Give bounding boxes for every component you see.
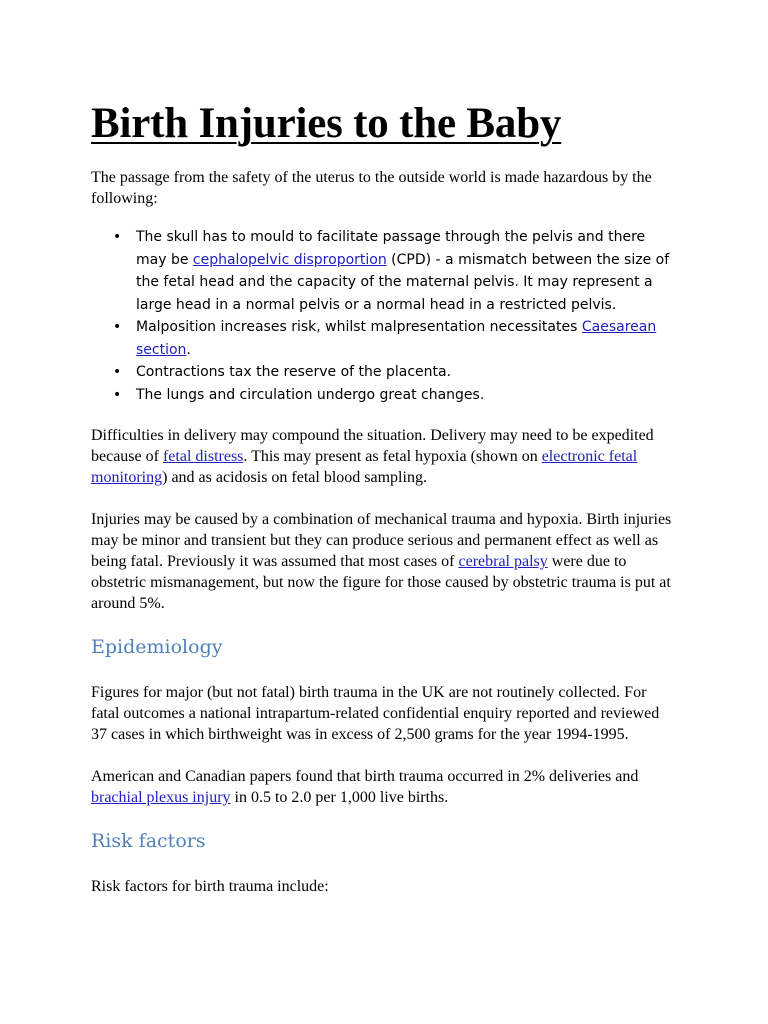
delivery-paragraph — [91, 425, 676, 488]
list-item-text: . — [186, 341, 191, 358]
list-item — [91, 226, 676, 316]
page-title: Birth Injuries to the Baby — [91, 100, 562, 147]
bullet-icon: • — [113, 229, 122, 245]
studies-paragraph — [91, 766, 676, 808]
paragraph-text: Difficulties in delivery may compound the situation. Delivery may need to be expedited because of — [91, 427, 654, 465]
bullet-icon: • — [113, 386, 122, 403]
paragraph-text: ) and as acidosis on fetal blood sampling. — [162, 469, 427, 486]
electronic-fetal-monitoring-link[interactable]: electronic fetal monitoring — [91, 448, 638, 486]
epidemiology-paragraph: Figures for major (but not fatal) birth trauma in the UK are not routinely collected. For fatal outcomes a national intrapartum-related confidential enquiry reported and reviewed 37 cases in which birthweight was in excess of 2,500 grams for the year 1994-1995. — [91, 684, 660, 743]
spacer — [91, 745, 676, 766]
paragraph-text: American and Canadian papers found that birth trauma occurred in 2% deliveries and — [91, 768, 639, 785]
intro-paragraph: The passage from the safety of the uterus to the outside world is made hazardous by the following: — [91, 169, 652, 207]
list-item-text: The lungs and circulation undergo great changes. — [136, 386, 485, 403]
list-item — [91, 361, 676, 384]
list-item — [91, 316, 676, 361]
paragraph-text: were due to obstetric mismanagement, but now the figure for those caused by obstetric trauma is put at around 5%. — [91, 553, 671, 612]
list-item-text: Contractions tax the reserve of the placenta. — [136, 364, 452, 380]
epidemiology-heading: Epidemiology — [91, 636, 223, 658]
caesarean-section-link[interactable]: Caesarean section — [136, 319, 657, 358]
spacer — [91, 488, 676, 509]
fetal-distress-link[interactable]: fetal distress — [162, 448, 244, 465]
paragraph-text: Injuries may be caused by a combination of mechanical trauma and hypoxia. Birth injuries may be minor and transient but they can produce serious and permanent effect as well as being fatal. Previously it was assumed that most cases of — [91, 511, 672, 570]
list-item — [91, 384, 676, 407]
list-item-text: (CPD) - a mismatch between the size of the fetal head and the capacity of the maternal pelvis. It may represent a large head in a normal pelvis or a normal head in a restricted pelvis. — [136, 251, 670, 313]
cephalopelvic-disproportion-link[interactable]: cephalopelvic disproportion — [192, 251, 387, 268]
cerebral-palsy-link[interactable]: cerebral palsy — [458, 553, 548, 570]
list-item-text: The skull has to mould to facilitate passage through the pelvis and there may be — [136, 229, 646, 268]
bullet-icon: • — [113, 364, 122, 380]
brachial-plexus-injury-link[interactable]: brachial plexus injury — [91, 789, 231, 806]
paragraph-text: . This may present as fetal hypoxia (shown on — [243, 448, 542, 465]
paragraph-text: in 0.5 to 2.0 per 1,000 live births. — [230, 789, 449, 806]
bullet-list — [91, 226, 676, 406]
bullet-icon: • — [113, 319, 122, 335]
risk-factors-heading: Risk factors — [91, 830, 206, 852]
risk-factors-paragraph: Risk factors for birth trauma include: — [91, 878, 329, 895]
injuries-paragraph — [91, 509, 676, 614]
list-item-text: Malposition increases risk, whilst malpresentation necessitates — [136, 319, 582, 335]
